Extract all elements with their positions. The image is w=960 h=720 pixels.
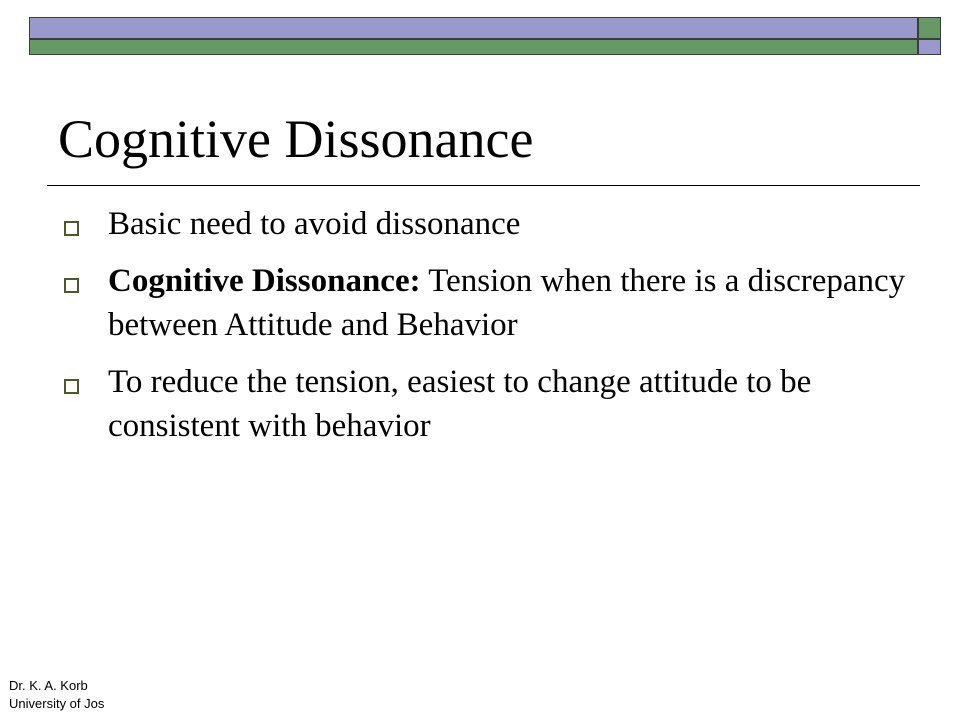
- square-bullet-icon: [64, 278, 79, 293]
- footer-credit: [9, 677, 104, 713]
- bullet-term: Cognitive Dissonance:: [108, 263, 421, 299]
- bullet-text: Basic need to avoid dissonance: [108, 206, 521, 242]
- bullet-item-reduce-tension: [60, 360, 920, 448]
- bullet-item-cognitive-dissonance: [60, 259, 920, 347]
- bullet-text: Tension when there is a discrepancy between Attitude and Behavior: [108, 263, 906, 343]
- header-corner-bottom: [918, 17, 941, 39]
- bullet-list: [60, 202, 920, 461]
- square-bullet-icon: [64, 379, 79, 394]
- header-bar-bottom: [29, 39, 918, 55]
- header-bar-top: [29, 17, 918, 39]
- square-bullet-icon: [64, 221, 79, 236]
- footer-institution: University of Jos: [9, 696, 105, 711]
- bullet-item-avoid-dissonance: [60, 202, 920, 246]
- slide-title: Cognitive Dissonance: [58, 109, 534, 169]
- header-corner-top: [918, 39, 941, 55]
- bullet-text: To reduce the tension, easiest to change attitude to be consistent with behavior: [108, 364, 812, 444]
- footer-author: Dr. K. A. Korb: [9, 678, 88, 693]
- title-divider: [47, 185, 920, 186]
